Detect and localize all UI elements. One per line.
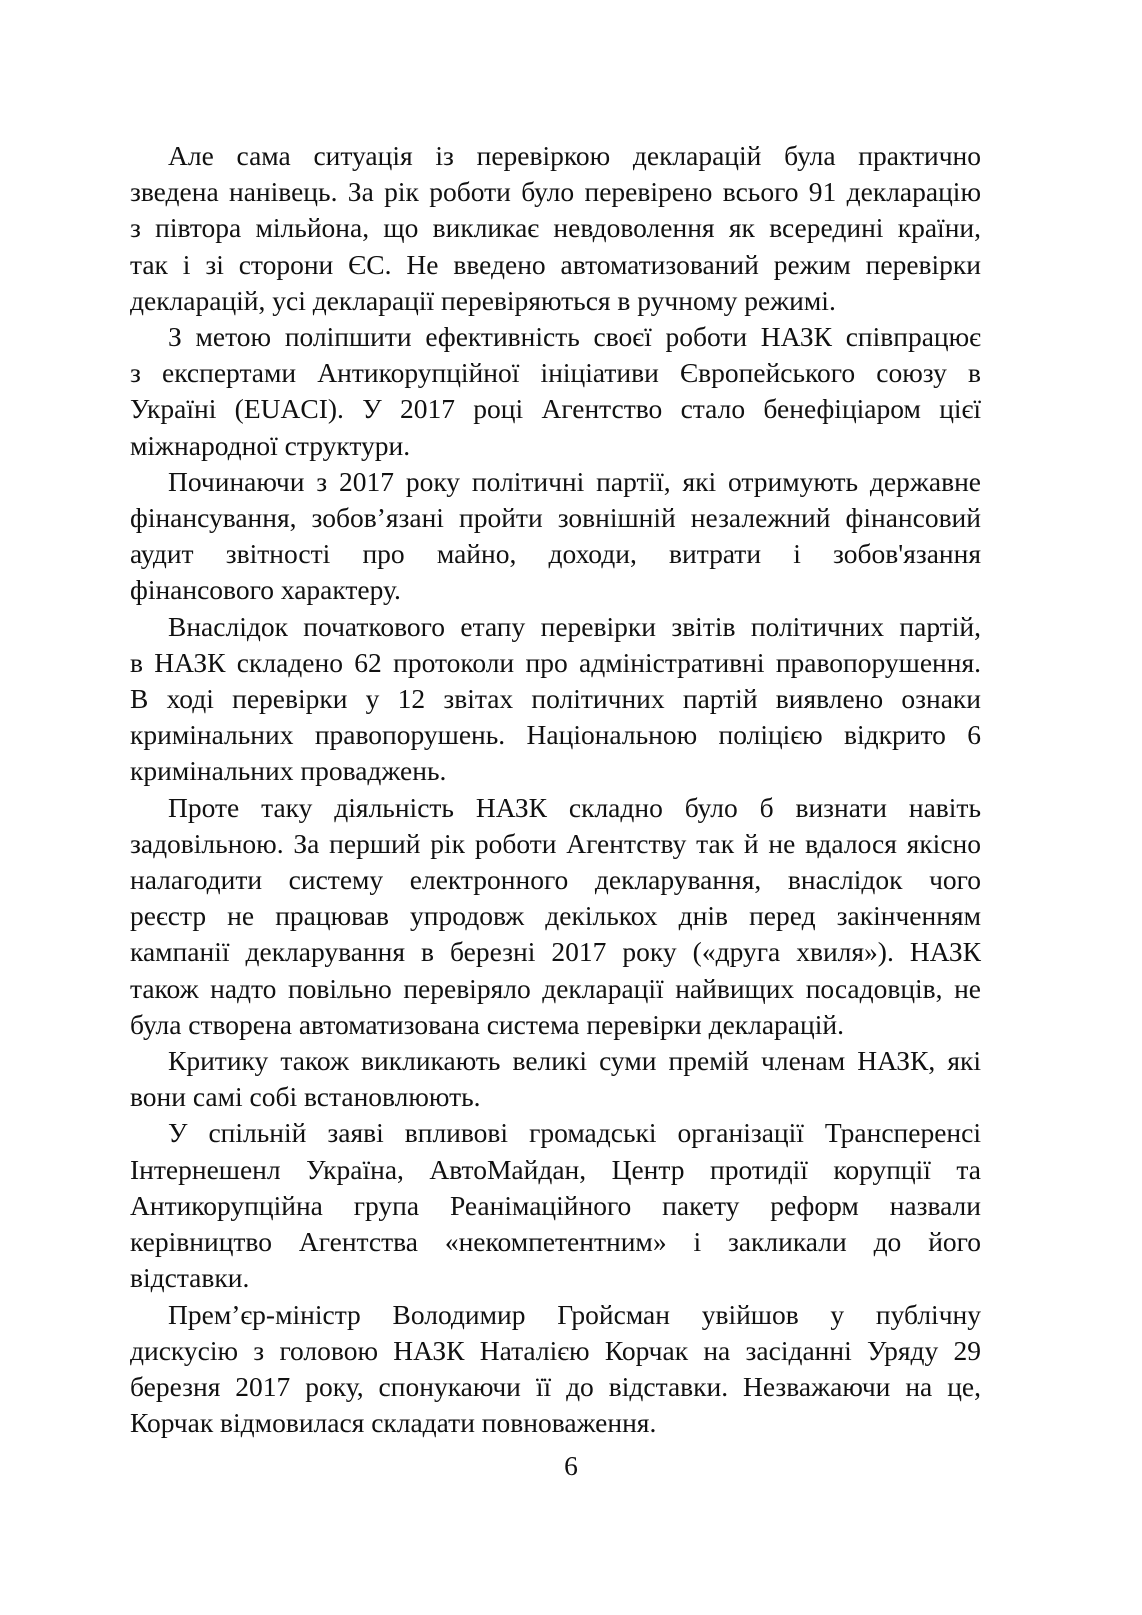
text-line: Критику також викликають великі суми премій членам НАЗК, які: [168, 1045, 981, 1077]
page-number: 6: [564, 1450, 578, 1481]
text-line: вони самі собі встановлюють.: [130, 1081, 481, 1113]
paragraph: [130, 609, 981, 790]
text-line: з півтора мільйона, що викликає невдоволення як всередині країни,: [130, 212, 981, 244]
text-line: березня 2017 року, спонукаючи її до відставки. Незважаючи на це,: [130, 1370, 981, 1402]
text-line: зведена нанівець. За рік роботи було перевірено всього 91 декларацію: [130, 176, 981, 208]
text-line: реєстр не працював упродовж декількох днів перед закінченням: [130, 900, 981, 932]
paragraph: [130, 319, 981, 464]
text-line: Україні (EUACI). У 2017 році Агентство стало бенефіціаром цієї: [130, 393, 981, 425]
text-line: налагодити систему електронного декларування, внаслідок чого: [130, 864, 981, 896]
text-line: відставки.: [130, 1262, 250, 1294]
document-body: [130, 138, 981, 1441]
paragraph: [130, 138, 981, 319]
text-line: в НАЗК складено 62 протоколи про адміністративні правопорушення.: [130, 646, 981, 678]
text-line: кримінальних проваджень.: [130, 755, 447, 787]
text-line: Проте таку діяльність НАЗК складно було б визнати навіть: [168, 791, 981, 823]
text-line: так і зі сторони ЄС. Не введено автоматизований режим перевірки: [130, 248, 981, 280]
text-line: аудит звітності про майно, доходи, витрати і зобов'язання: [130, 538, 981, 570]
text-line: дискусію з головою НАЗК Наталією Корчак на засіданні Уряду 29: [130, 1334, 981, 1366]
text-line: фінансового характеру.: [130, 574, 401, 606]
text-line: Починаючи з 2017 року політичні партії, які отримують державне: [168, 465, 981, 497]
text-line: з експертами Антикорупційної ініціативи Європейського союзу в: [130, 357, 981, 389]
paragraph: [130, 790, 981, 1043]
text-line: була створена автоматизована система перевірки декларацій.: [130, 1008, 844, 1040]
paragraph: [130, 1115, 981, 1296]
text-line: Прем’єр-міністр Володимир Гройсман увійшов у публічну: [168, 1298, 981, 1330]
text-line: фінансування, зобов’язані пройти зовнішній незалежний фінансовий: [130, 502, 981, 534]
paragraph: [130, 1043, 981, 1115]
text-line: декларацій, усі декларації перевіряються в ручному режимі.: [130, 284, 836, 316]
text-line: Внаслідок початкового етапу перевірки звітів політичних партій,: [168, 610, 981, 642]
text-line: Корчак відмовилася складати повноваження.: [130, 1407, 657, 1439]
text-line: кампанії декларування в березні 2017 року («друга хвиля»). НАЗК: [130, 936, 981, 968]
paragraph: [130, 1297, 981, 1442]
text-line: кримінальних правопорушень. Національною поліцією відкрито 6: [130, 719, 981, 751]
text-line: керівництво Агентства «некомпетентним» і закликали до його: [130, 1226, 981, 1258]
text-line: З метою поліпшити ефективність своєї роботи НАЗК співпрацює: [168, 321, 981, 353]
text-line: також надто повільно перевіряло декларації найвищих посадовців, не: [130, 972, 981, 1004]
text-line: задовільною. За перший рік роботи Агентству так й не вдалося якісно: [130, 827, 981, 859]
text-line: В ході перевірки у 12 звітах політичних партій виявлено ознаки: [130, 683, 981, 715]
text-line: Але сама ситуація із перевіркою декларацій була практично: [168, 140, 981, 171]
text-line: Інтернешенл Україна, АвтоМайдан, Центр протидії корупції та: [130, 1153, 981, 1185]
paragraph: [130, 464, 981, 609]
text-line: У спільній заяві впливові громадські організації Трансперенсі: [168, 1117, 981, 1149]
text-line: міжнародної структури.: [130, 429, 411, 461]
text-line: Антикорупційна група Реанімаційного пакету реформ назвали: [130, 1189, 981, 1221]
